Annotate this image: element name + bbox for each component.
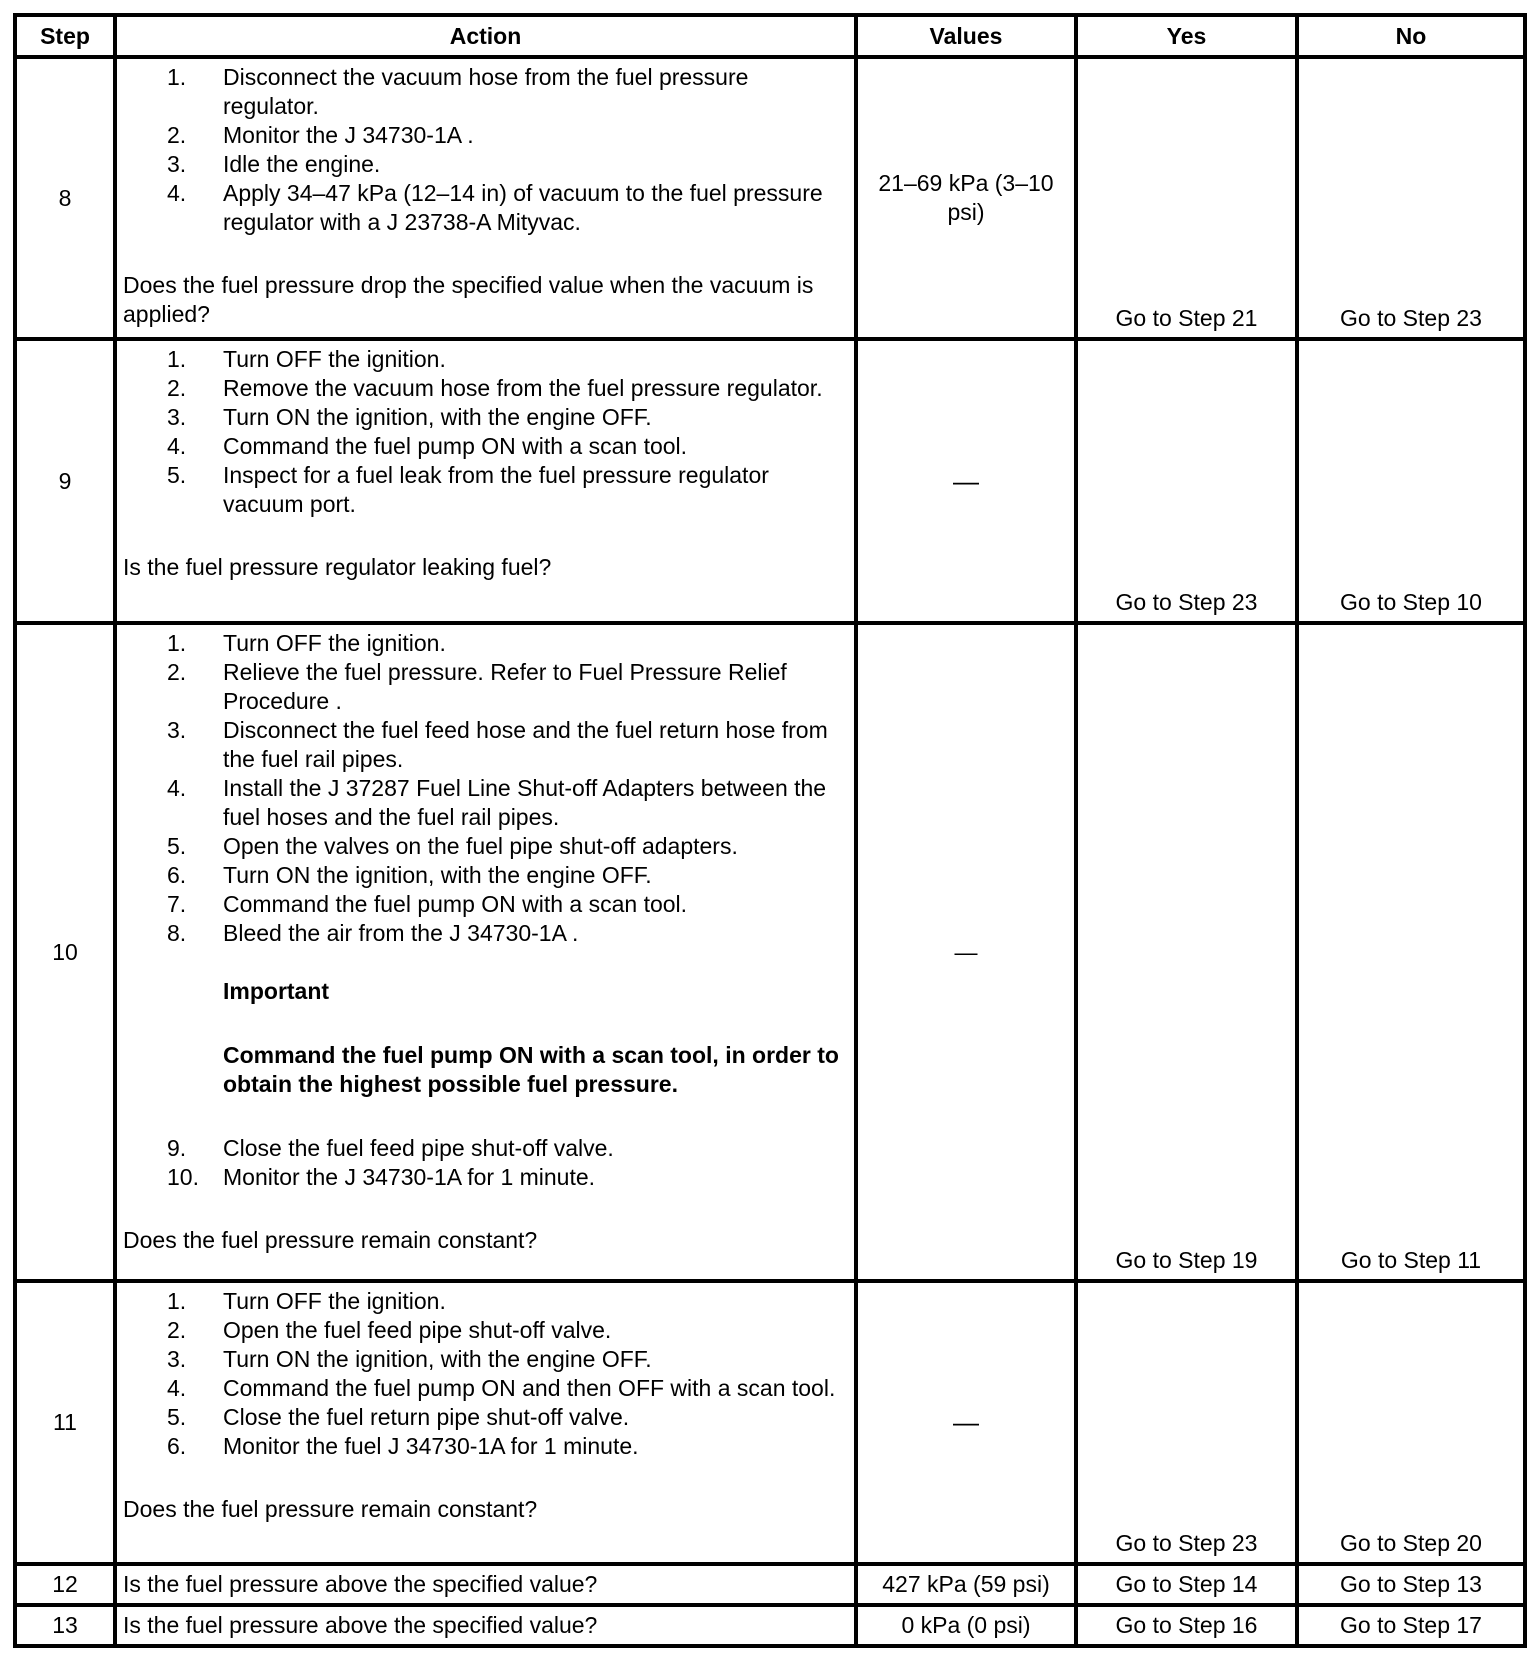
header-values: Values	[856, 15, 1076, 57]
list-item: 2. Monitor the J 34730-1A .	[167, 122, 474, 148]
list-item: 7. Command the fuel pump ON with a scan tool.	[167, 891, 688, 917]
no-cell: Go to Step 13	[1297, 1564, 1525, 1605]
values-cell: 21–69 kPa (3–10 psi)	[856, 57, 1076, 339]
question-text: Does the fuel pressure drop the specified value when the vacuum is applied?	[123, 272, 814, 327]
table-row-step-11	[15, 1281, 1525, 1564]
question-text: Is the fuel pressure regulator leaking fuel?	[123, 554, 552, 580]
question-text: Is the fuel pressure above the specified value?	[115, 1605, 856, 1646]
header-row	[15, 15, 1525, 57]
table-row-step-12	[15, 1564, 1525, 1605]
yes-cell: Go to Step 23	[1076, 339, 1297, 623]
step-number: 8	[15, 57, 115, 339]
action-cell	[115, 57, 856, 339]
question-text: Is the fuel pressure above the specified value?	[115, 1564, 856, 1605]
list-item: 3. Disconnect the fuel feed hose and the fuel return hose from the fuel rail pipes.	[167, 717, 828, 772]
important-heading: Important	[223, 978, 330, 1004]
list-item: 10. Monitor the J 34730-1A for 1 minute.	[167, 1164, 596, 1190]
list-item: 3. Idle the engine.	[167, 151, 381, 177]
diagnostic-table	[13, 13, 1527, 1648]
step-list	[123, 345, 848, 519]
step-list	[123, 629, 848, 948]
yes-cell: Go to Step 21	[1076, 57, 1297, 339]
list-item: 3. Turn ON the ignition, with the engine OFF.	[167, 1346, 652, 1372]
header-action: Action	[115, 15, 856, 57]
step-number: 12	[15, 1564, 115, 1605]
header-step: Step	[15, 15, 115, 57]
yes-cell: Go to Step 16	[1076, 1605, 1297, 1646]
list-item: 6. Turn ON the ignition, with the engine OFF.	[167, 862, 652, 888]
list-item: 1. Turn OFF the ignition.	[167, 346, 446, 372]
action-cell	[115, 623, 856, 1281]
list-item: 8. Bleed the air from the J 34730-1A .	[167, 920, 579, 946]
list-item: 4. Install the J 37287 Fuel Line Shut-off Adapters between the fuel hoses and the fuel rail pipes.	[167, 775, 827, 830]
table-row-step-8	[15, 57, 1525, 339]
values-cell: —	[856, 1281, 1076, 1564]
step-list	[123, 63, 848, 237]
list-item: 2. Open the fuel feed pipe shut-off valve.	[167, 1317, 612, 1343]
no-cell: Go to Step 20	[1297, 1281, 1525, 1564]
list-item: 5. Inspect for a fuel leak from the fuel pressure regulator vacuum port.	[167, 462, 769, 517]
important-text: Command the fuel pump ON with a scan tool, in order to obtain the highest possible fuel pressure.	[223, 1042, 839, 1097]
list-item: 4. Command the fuel pump ON with a scan tool.	[167, 433, 688, 459]
yes-cell: Go to Step 19	[1076, 623, 1297, 1281]
values-cell: —	[856, 623, 1076, 1281]
list-item: 5. Open the valves on the fuel pipe shut-off adapters.	[167, 833, 738, 859]
action-cell	[115, 339, 856, 623]
values-cell: 427 kPa (59 psi)	[856, 1564, 1076, 1605]
list-item: 5. Close the fuel return pipe shut-off valve.	[167, 1404, 630, 1430]
question-text: Does the fuel pressure remain constant?	[123, 1496, 538, 1522]
header-yes: Yes	[1076, 15, 1297, 57]
no-cell: Go to Step 17	[1297, 1605, 1525, 1646]
action-cell	[115, 1281, 856, 1564]
step-number: 11	[15, 1281, 115, 1564]
list-item: 1. Turn OFF the ignition.	[167, 1288, 446, 1314]
list-item: 4. Command the fuel pump ON and then OFF with a scan tool.	[167, 1375, 836, 1401]
table-row-step-13	[15, 1605, 1525, 1646]
list-item: 2. Remove the vacuum hose from the fuel pressure regulator.	[167, 375, 823, 401]
step-number: 13	[15, 1605, 115, 1646]
table-row-step-10	[15, 623, 1525, 1281]
list-item: 1. Disconnect the vacuum hose from the fuel pressure regulator.	[167, 64, 749, 119]
values-cell: —	[856, 339, 1076, 623]
list-item: 9. Close the fuel feed pipe shut-off valve.	[167, 1135, 614, 1161]
list-item: 2. Relieve the fuel pressure. Refer to Fuel Pressure Relief Procedure .	[167, 659, 787, 714]
list-item: 3. Turn ON the ignition, with the engine OFF.	[167, 404, 652, 430]
question-text: Does the fuel pressure remain constant?	[123, 1227, 538, 1253]
step-list-continued	[123, 1134, 848, 1192]
no-cell: Go to Step 23	[1297, 57, 1525, 339]
header-no: No	[1297, 15, 1525, 57]
step-number: 10	[15, 623, 115, 1281]
step-number: 9	[15, 339, 115, 623]
yes-cell: Go to Step 23	[1076, 1281, 1297, 1564]
values-cell: 0 kPa (0 psi)	[856, 1605, 1076, 1646]
yes-cell: Go to Step 14	[1076, 1564, 1297, 1605]
list-item: 4. Apply 34–47 kPa (12–14 in) of vacuum to the fuel pressure regulator with a J 23738-A Mityvac.	[167, 180, 823, 235]
table-row-step-9	[15, 339, 1525, 623]
step-list	[123, 1287, 848, 1461]
list-item: 6. Monitor the fuel J 34730-1A for 1 minute.	[167, 1433, 639, 1459]
no-cell: Go to Step 11	[1297, 623, 1525, 1281]
list-item: 1. Turn OFF the ignition.	[167, 630, 446, 656]
no-cell: Go to Step 10	[1297, 339, 1525, 623]
